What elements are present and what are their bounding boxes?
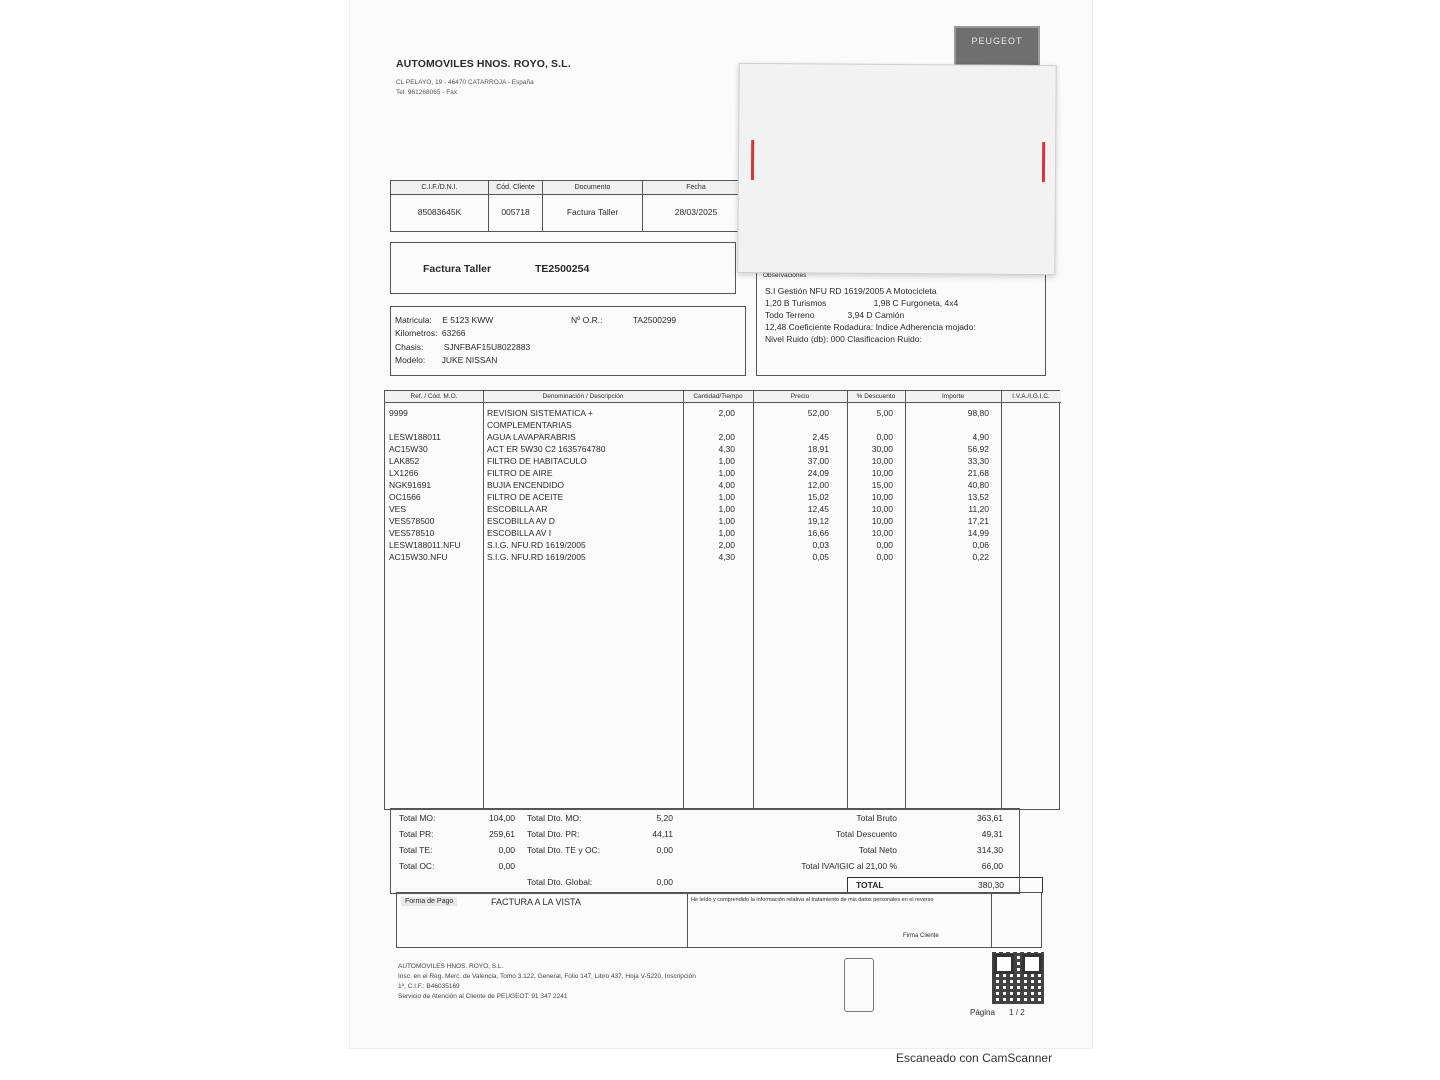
footer-legal	[398, 962, 696, 1002]
payment-divider	[687, 893, 688, 947]
item-cell: 1,00	[718, 516, 735, 526]
footer-registry: Insc. en el Reg. Merc. de Valencia, Tomo 3.122, General, Folio 147, Libro 437, Hoja V-5220, Inscripción	[398, 973, 696, 980]
page-number: 1 / 2	[1009, 1008, 1025, 1017]
item-cell: AC15W30.NFU	[389, 552, 448, 562]
item-cell: 4,30	[718, 552, 735, 562]
item-cell: 9999	[389, 408, 408, 418]
or-label: Nº O.R.:	[571, 315, 603, 325]
item-cell: LX1266	[389, 468, 419, 478]
item-cell: VES578510	[389, 528, 435, 538]
item-cell: S.I.G. NFU.RD 1619/2005	[487, 540, 586, 550]
document-cell	[543, 181, 643, 231]
company-address-block	[396, 78, 534, 98]
invoice-number: TE2500254	[535, 263, 590, 275]
item-cell: 52,00	[807, 408, 829, 418]
item-cell: OC1566	[389, 492, 421, 502]
item-cell: 5,00	[876, 408, 893, 418]
observations-title: Observaciones	[763, 272, 807, 279]
grand-total-box	[847, 877, 1043, 893]
column-divider	[1001, 391, 1002, 809]
dto-global-label: Total Dto. Global:	[527, 877, 593, 887]
client-code-cell	[489, 181, 543, 231]
item-cell: 2,00	[718, 540, 735, 550]
company-name: AUTOMOVILES HNOS. ROYO, S.L.	[396, 58, 571, 70]
item-cell: 10,00	[871, 504, 893, 514]
invoice-page	[350, 0, 1092, 1048]
item-cell: 0,05	[812, 552, 829, 562]
item-cell: FILTRO DE HABITACULO	[487, 456, 587, 466]
item-cell: ACT ER 5W30 C2 1635764780	[487, 444, 606, 454]
total-oc-value: 0,00	[498, 861, 515, 871]
modelo-row	[395, 355, 497, 365]
invoice-number-box	[390, 242, 736, 294]
item-cell: 4,00	[718, 480, 735, 490]
page-label: Página	[970, 1008, 995, 1017]
item-cell: 2,45	[812, 432, 829, 442]
item-cell: 37,00	[807, 456, 829, 466]
modelo-value: JUKE NISSAN	[441, 355, 498, 365]
item-cell: FILTRO DE AIRE	[487, 468, 553, 478]
modelo-label: Modelo:	[395, 355, 426, 365]
chasis-row	[395, 342, 530, 352]
col-header-quantity: Cantidad/Tiempo	[683, 391, 753, 403]
invoice-type: Factura Taller	[423, 263, 492, 275]
chasis-value: SJNFBAF15U8022883	[443, 342, 531, 352]
km-label: Kilometros:	[395, 328, 438, 338]
item-cell: LESW188011	[389, 432, 441, 442]
item-cell: REVISION SISTEMATICA +	[487, 408, 593, 418]
col-header-description: Denominación / Descripción	[483, 391, 683, 403]
bruto-label: Total Bruto	[856, 813, 897, 823]
item-cell: 21,68	[967, 468, 989, 478]
descuento-label: Total Descuento	[836, 829, 897, 839]
item-cell: S.I.G. NFU.RD 1619/2005	[487, 552, 586, 562]
item-cell: 98,80	[967, 408, 989, 418]
item-cell: NGK91691	[389, 480, 432, 490]
dto-mo-value: 5,20	[656, 813, 673, 823]
total-pr-label: Total PR:	[399, 829, 434, 839]
item-cell: 12,00	[807, 480, 829, 490]
col-header-vat: I.V.A./I.G.I.C.	[1001, 391, 1061, 403]
item-cell: 56,92	[967, 444, 989, 454]
qr-code-icon	[992, 952, 1044, 1004]
item-cell: 0,00	[876, 540, 893, 550]
iva-value: 66,00	[981, 861, 1003, 871]
item-cell: 0,06	[972, 540, 989, 550]
observation-line: S.I Gestión NFU RD 1619/2005 A Motocicleta	[765, 286, 937, 296]
item-cell: 0,00	[876, 552, 893, 562]
total-te-label: Total TE:	[399, 845, 433, 855]
iva-label: Total IVA/IGIC al 21,00 %	[801, 861, 897, 871]
item-cell: 0,22	[972, 552, 989, 562]
matricula-value: E 5123 KWW	[442, 315, 494, 325]
item-cell: VES578500	[389, 516, 435, 526]
dto-mo-label: Total Dto. MO:	[527, 813, 582, 823]
company-address: CL PELAYO, 19 - 46470 CATARROJA - España	[396, 79, 534, 86]
grand-total-label: TOTAL	[856, 880, 884, 890]
document-header: Documento	[543, 181, 642, 195]
col-header-amount: Importe	[905, 391, 1001, 403]
item-cell: FILTRO DE ACEITE	[487, 492, 564, 502]
cif-value: 85083645K	[417, 207, 462, 217]
item-cell: COMPLEMENTARIAS	[487, 420, 572, 430]
item-cell: 10,00	[871, 468, 893, 478]
total-pr-value: 259,61	[489, 829, 515, 839]
col-header-discount: % Descuento	[847, 391, 905, 403]
client-code-value: 005718	[501, 207, 530, 217]
scanner-watermark: Escaneado con CamScanner	[896, 1051, 1053, 1065]
payment-box	[396, 892, 1042, 948]
item-cell: 10,00	[871, 456, 893, 466]
payment-label: Forma de Pago	[401, 897, 457, 906]
payment-divider	[991, 893, 992, 947]
items-table	[384, 390, 1060, 810]
item-cell: 30,00	[871, 444, 893, 454]
item-cell: 16,66	[807, 528, 829, 538]
km-row	[395, 328, 466, 338]
item-cell: 0,03	[812, 540, 829, 550]
item-cell: 10,00	[871, 528, 893, 538]
col-header-price: Precio	[753, 391, 847, 403]
observations-box	[756, 268, 1046, 376]
item-cell: 17,21	[967, 516, 989, 526]
company-phone: Tel. 961268065 - Fax	[396, 89, 458, 96]
item-cell: 13,52	[967, 492, 989, 502]
item-cell: 24,09	[807, 468, 829, 478]
footer-support: Servicio de Atención al Cliente de PEUGEOT: 91 347 2241	[398, 993, 568, 1000]
chasis-label: Chasis:	[395, 342, 424, 352]
total-mo-label: Total MO:	[399, 813, 436, 823]
header-table	[390, 180, 748, 232]
item-cell: 2,00	[718, 432, 735, 442]
dto-te-label: Total Dto. TE y OC:	[527, 845, 601, 855]
item-cell: ESCOBILLA AV D	[487, 516, 555, 526]
document-value: Factura Taller	[566, 207, 619, 217]
item-cell: 0,00	[876, 432, 893, 442]
totals-box	[390, 808, 1020, 894]
item-cell: 1,00	[718, 492, 735, 502]
matricula-label: Matricula:	[395, 315, 432, 325]
km-value: 63266	[441, 328, 466, 338]
privacy-notice: He leído y comprendido la información relativa al tratamiento de mis datos personales en el reverso	[691, 897, 934, 903]
item-cell: 2,00	[718, 408, 735, 418]
vehicle-box	[390, 306, 746, 376]
dto-pr-label: Total Dto. PR:	[527, 829, 580, 839]
date-value: 28/03/2025	[674, 207, 718, 217]
item-cell: 1,00	[718, 528, 735, 538]
or-value: TA2500299	[632, 315, 677, 325]
item-cell: 1,00	[718, 456, 735, 466]
cif-cell	[391, 181, 489, 231]
total-oc-label: Total OC:	[399, 861, 435, 871]
matricula-row	[395, 315, 493, 325]
item-cell: 40,80	[967, 480, 989, 490]
neto-value: 314,30	[977, 845, 1003, 855]
item-cell: ESCOBILLA AR	[487, 504, 548, 514]
col-header-ref: Ref. / Cód. M.O.	[385, 391, 483, 403]
dto-pr-value: 44,11	[652, 829, 673, 839]
item-cell: 1,00	[718, 504, 735, 514]
descuento-value: 49,31	[981, 829, 1003, 839]
logo-text: PEUGEOT	[971, 36, 1023, 46]
cif-header: C.I.F./D.N.I.	[391, 181, 488, 195]
footer-company: AUTOMOVILES HNOS. ROYO, S.L.	[398, 963, 504, 970]
item-cell: 14,99	[967, 528, 989, 538]
item-cell: 12,45	[807, 504, 829, 514]
certification-logo-icon	[844, 958, 874, 1012]
total-mo-value: 104,00	[489, 813, 515, 823]
total-te-value: 0,00	[498, 845, 515, 855]
item-cell: 11,20	[968, 504, 989, 514]
staple-right	[1042, 142, 1045, 182]
neto-label: Total Neto	[858, 845, 897, 855]
bruto-value: 363,61	[977, 813, 1003, 823]
item-cell: AC15W30	[389, 444, 428, 454]
item-cell: 10,00	[871, 516, 893, 526]
staple-left	[751, 140, 754, 180]
column-divider	[483, 391, 484, 809]
item-cell: 15,02	[807, 492, 829, 502]
observation-line: Todo Terreno 3,94 D Camión	[765, 310, 905, 320]
item-cell: LESW188011.NFU	[389, 540, 461, 550]
signature-label: Firma Cliente	[903, 933, 939, 939]
payment-value: FACTURA A LA VISTA	[491, 897, 581, 907]
item-cell: 1,00	[718, 468, 735, 478]
item-cell: 10,00	[871, 492, 893, 502]
date-cell	[643, 181, 749, 231]
item-cell: 4,90	[972, 432, 989, 442]
item-cell: 18,91	[807, 444, 829, 454]
item-cell: 19,12	[807, 516, 829, 526]
sticky-note	[737, 63, 1056, 275]
item-cell: BUJIA ENCENDIDO	[487, 480, 564, 490]
or-row	[571, 315, 676, 325]
item-cell: 15,00	[871, 480, 893, 490]
client-code-header: Cód. Cliente	[489, 181, 542, 195]
dto-global-value: 0,00	[656, 877, 673, 887]
item-cell: LAK852	[389, 456, 420, 466]
item-cell: 4,30	[718, 444, 735, 454]
page-indicator	[970, 1008, 1025, 1017]
date-header: Fecha	[643, 181, 749, 195]
item-cell: 33,30	[967, 456, 989, 466]
observation-line: 1,20 B Turismos 1,98 C Furgoneta, 4x4	[765, 298, 959, 308]
observation-line: 12,48 Coeficiente Rodadura: Indice Adherencia mojado:	[765, 322, 976, 332]
item-cell: AGUA LAVAPARABRIS	[487, 432, 576, 442]
item-cell: ESCOBILLA AV I	[487, 528, 552, 538]
observation-line: Nivel Ruido (db): 000 Clasificacion Ruido:	[765, 334, 922, 344]
item-cell: VES	[389, 504, 407, 514]
grand-total-value: 380,30	[978, 880, 1004, 890]
dto-te-value: 0,00	[656, 845, 673, 855]
footer-cif: 1ª, C.I.F.: B46035169	[398, 983, 460, 990]
